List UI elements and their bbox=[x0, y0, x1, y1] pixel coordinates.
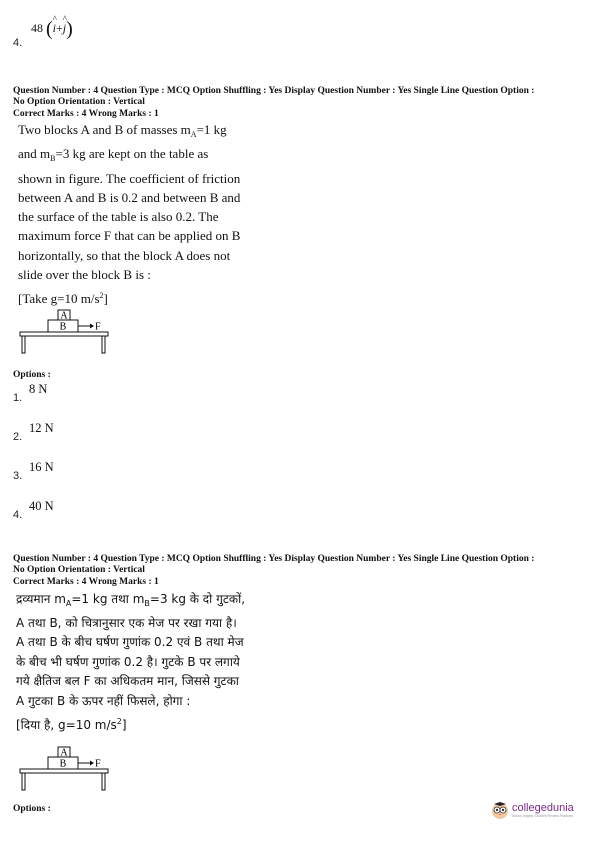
subscript: B bbox=[144, 599, 150, 608]
line-text: A तथा B के बीच घर्षण गुणांक 0.2 एवं B तथा मेज bbox=[16, 635, 244, 650]
marks-line: Correct Marks : 4 Wrong Marks : 1 bbox=[13, 109, 159, 119]
option-1-text[interactable]: 8 N bbox=[29, 382, 48, 396]
take-text: [Take g=10 m/s bbox=[18, 291, 100, 307]
meta-line-2: No Option Orientation : Vertical bbox=[13, 97, 145, 107]
prev-option-number: 4. bbox=[13, 37, 23, 49]
line-text: and m bbox=[18, 146, 51, 162]
line-text: A तथा B, को चित्रानुसार एक मेज पर रखा गया है। bbox=[16, 615, 237, 630]
logo-name: collegedunia bbox=[512, 802, 574, 814]
block-a-label: A bbox=[60, 310, 68, 322]
take-text: ] bbox=[121, 717, 127, 732]
option-3-number: 3. bbox=[13, 470, 23, 482]
option-2-text[interactable]: 12 N bbox=[29, 421, 54, 435]
question-line bbox=[18, 246, 268, 265]
line-text: slide over the block B is : bbox=[18, 267, 151, 283]
hindi-block-a-label: A bbox=[60, 747, 68, 759]
hindi-options-label: Options : bbox=[13, 804, 51, 814]
question-line bbox=[18, 144, 268, 168]
prev-option-text: 48 ( ^ i+ ^ j) bbox=[31, 14, 73, 40]
subscript: A bbox=[65, 599, 72, 608]
meta-line-1: Question Number : 4 Question Type : MCQ Option Shuffling : Yes Display Question Number : Yes Single Line Question Option : bbox=[13, 86, 535, 96]
english-figure bbox=[18, 308, 118, 358]
question-line bbox=[18, 265, 268, 284]
line-text: shown in figure. The coefficient of friction bbox=[18, 170, 241, 186]
line-text: horizontally, so that the block A does not bbox=[18, 247, 231, 263]
hindi-meta-line-1: Question Number : 4 Question Type : MCQ Option Shuffling : Yes Display Question Number : Yes Single Line Question Option : bbox=[13, 554, 535, 564]
subscript: A bbox=[190, 130, 197, 139]
block-b-label: B bbox=[59, 321, 67, 333]
owl-mascot-icon bbox=[490, 800, 510, 820]
superscript: 2 bbox=[116, 716, 122, 726]
hindi-block-b-label: B bbox=[59, 758, 67, 770]
question-line bbox=[18, 188, 268, 207]
question-line bbox=[18, 207, 268, 226]
plus-sign: + bbox=[56, 21, 63, 35]
line-text: गये क्षैतिज बल F का अधिकतम मान, जिससे गुटका bbox=[16, 674, 239, 689]
line-text: के बीच भी घर्षण गुणांक 0.2 है। गुटके B पर लगाये bbox=[16, 654, 240, 669]
line-text: Two blocks A and B of masses m bbox=[18, 122, 191, 137]
question-line bbox=[18, 226, 268, 245]
hindi-question-line bbox=[16, 672, 286, 692]
hindi-question-line bbox=[16, 590, 286, 614]
hindi-take-g-line bbox=[16, 712, 286, 736]
line-text: =3 kg are kept on the table as bbox=[55, 146, 209, 162]
line-text: =1 kg तथा m bbox=[71, 592, 145, 606]
collegedunia-logo[interactable] bbox=[490, 800, 574, 820]
logo-tagline: India's largest Student Review Platform bbox=[512, 814, 573, 818]
line-text: =3 kg के दो गुटकों, bbox=[149, 592, 246, 606]
take-text: ] bbox=[103, 291, 108, 307]
hindi-force-arrowhead bbox=[90, 761, 94, 766]
option-4-number: 4. bbox=[13, 509, 23, 521]
line-text: the surface of the table is also 0.2. The bbox=[18, 209, 219, 225]
subscript: B bbox=[50, 154, 56, 164]
hindi-marks-line: Correct Marks : 4 Wrong Marks : 1 bbox=[13, 577, 159, 587]
options-label: Options : bbox=[13, 370, 51, 380]
english-question-body bbox=[18, 120, 268, 309]
line-text: A गुटका B के ऊपर नहीं फिसले, होगा : bbox=[16, 693, 191, 708]
table-leg-left bbox=[22, 336, 25, 353]
line-text: maximum force F that can be applied on B bbox=[18, 228, 241, 244]
force-label: F bbox=[95, 321, 101, 333]
table-top bbox=[20, 332, 108, 336]
hat-j: ^ bbox=[62, 14, 68, 24]
superscript: 2 bbox=[99, 291, 104, 301]
prev-option-coefficient: 48 bbox=[31, 21, 43, 35]
hindi-question-line bbox=[16, 633, 286, 653]
force-arrowhead bbox=[90, 324, 94, 329]
line-text: between A and B is 0.2 and between B and bbox=[18, 189, 241, 205]
hindi-table-leg-right bbox=[102, 773, 105, 790]
option-2-number: 2. bbox=[13, 431, 23, 443]
hindi-question-line bbox=[16, 614, 286, 634]
hindi-meta-line-2: No Option Orientation : Vertical bbox=[13, 565, 145, 575]
unit-vector-i: i bbox=[52, 21, 57, 35]
hindi-question-meta bbox=[13, 554, 593, 588]
hat-i: ^ bbox=[52, 14, 57, 24]
line-text: द्रव्यमान m bbox=[16, 592, 66, 606]
hindi-question-line bbox=[16, 653, 286, 673]
hindi-question-line bbox=[16, 692, 286, 712]
option-3-text[interactable]: 16 N bbox=[29, 460, 54, 474]
line-text: =1 kg bbox=[196, 122, 227, 137]
question-line bbox=[18, 120, 268, 144]
table-leg-right bbox=[102, 336, 105, 353]
take-text: [दिया है, g=10 m/s bbox=[16, 717, 117, 732]
hindi-table-leg-left bbox=[22, 773, 25, 790]
option-1-number: 1. bbox=[13, 392, 23, 404]
hindi-figure bbox=[18, 745, 118, 795]
option-4-text[interactable]: 40 N bbox=[29, 499, 54, 513]
hindi-table-top bbox=[20, 769, 108, 773]
question-line bbox=[18, 169, 268, 188]
take-g-line bbox=[18, 286, 268, 308]
hindi-question-body bbox=[16, 590, 286, 735]
unit-vector-j: j bbox=[62, 21, 67, 35]
hindi-force-label: F bbox=[95, 758, 101, 770]
english-question-meta bbox=[13, 86, 593, 120]
